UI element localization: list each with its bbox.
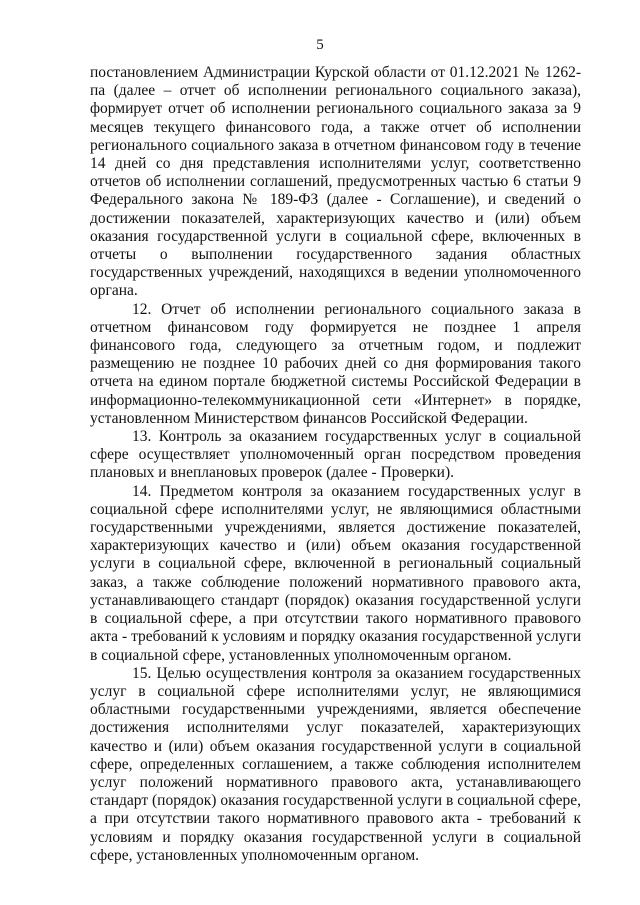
document-body: [90, 64, 581, 865]
paragraph-continuation: постановлением Администрации Курской области от 01.12.2021 № 1262-па (далее – отчет об исполнении регионального социального заказа), формирует отчет об исполнении регионального социального заказа за 9 месяцев текущего финансового года, а также отчет об исполнении регионального социального заказа в отчетном финансовом году в течение 14 дней со дня представления исполнителями услуг, соответственно отчетов об исполнении соглашений, предусмотренных частью 6 статьи 9 Федерального закона № 189-ФЗ (далее - Соглашение), и сведений о достижении показателей, характеризующих качество и (или) объем оказания государственной услуги в социальной сфере, включенных в отчеты о выполнении государственного задания областных государственных учреждений, находящихся в ведении уполномоченного органа.: [90, 64, 581, 300]
paragraph-item-12: 12. Отчет об исполнении регионального социального заказа в отчетном финансовом году формируется не позднее 1 апреля финансового года, следующего за отчетным годом, и подлежит размещению не позднее 10 рабочих дней со дня формирования такого отчета на едином портале бюджетной системы Российской Федерации в информационно-телекоммуникационной сети «Интернет» в порядке, установленном Министерством финансов Российской Федерации.: [90, 300, 581, 427]
paragraph-item-13: 13. Контроль за оказанием государственных услуг в социальной сфере осуществляет уполномоченный орган посредством проведения плановых и внеплановых проверок (далее - Проверки).: [90, 428, 581, 482]
paragraph-item-14: 14. Предметом контроля за оказанием государственных услуг в социальной сфере исполнителями услуг, не являющимися областными государственными учреждениями, является достижение показателей, характеризующих качество и (или) объем оказания государственной услуги в социальной сфере, включенной в региональный социальный заказ, а также соблюдение положений нормативного правового акта, устанавливающего стандарт (порядок) оказания государственной услуги в социальной сфере, а при отсутствии такого нормативного правового акта - требований к условиям и порядку оказания государственной услуги в социальной сфере, установленных уполномоченным органом.: [90, 482, 581, 664]
page-number: 5: [316, 37, 324, 53]
paragraph-item-15: 15. Целью осуществления контроля за оказанием государственных услуг в социальной сфере исполнителями услуг, не являющимися областными государственными учреждениями, является обеспечение достижения исполнителями услуг показателей, характеризующих качество и (или) объем оказания государственной услуги в социальной сфере, определенных соглашением, а также соблюдения исполнителем услуг положений нормативного правового акта, устанавливающего стандарт (порядок) оказания государственной услуги в социальной сфере, а при отсутствии такого нормативного правового акта - требований к условиям и порядку оказания государственной услуги в социальной сфере, установленных уполномоченным органом.: [90, 664, 581, 864]
